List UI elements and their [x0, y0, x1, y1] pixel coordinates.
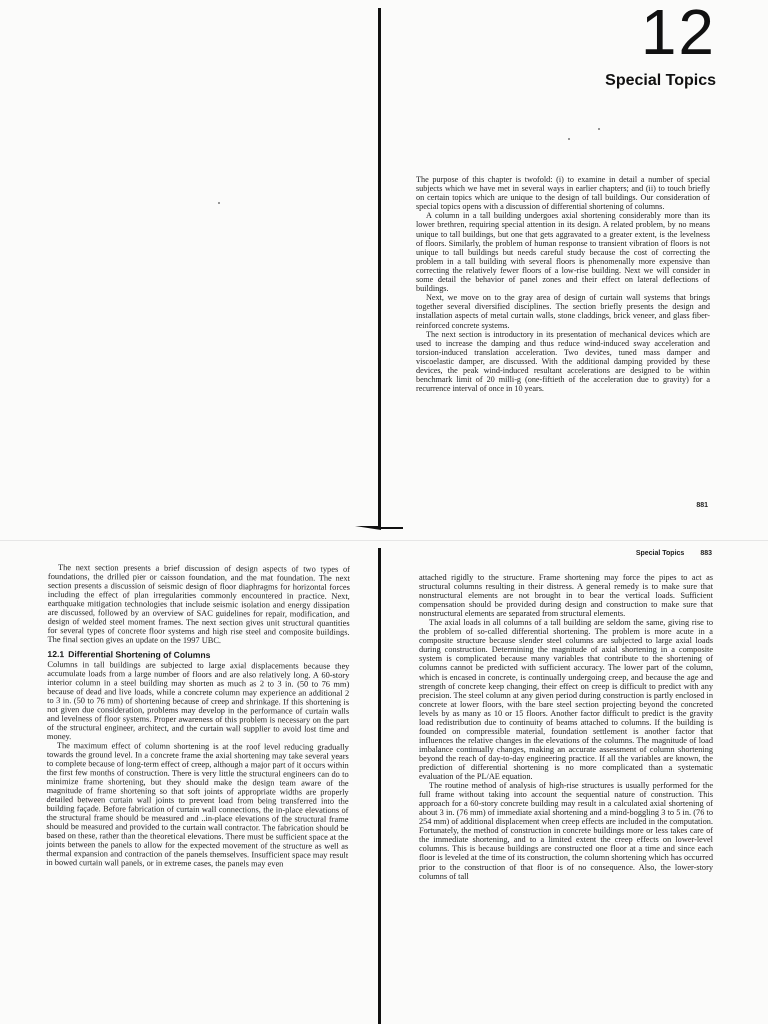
body-paragraph: attached rigidly to the structure. Frame shortening may force the pipes to act as structural columns resulting in their distress. A general remedy is to make sure that nonstructural elements are not brought in to bear the vertical loads. Sufficient compensation should be provided during design and construction to make sure that nonstructural elements are separated from structural elements.	[419, 573, 713, 619]
running-head-page: 883	[700, 550, 712, 557]
intro-paragraph: Next, we move on to the gray area of design of curtain wall systems that brings together several diversified disciplines. The section briefly presents the design and installation aspects of metal curtain walls, stone claddings, brick veneer, and glass fiber-reinforced concrete systems.	[416, 293, 710, 330]
scan-speck	[568, 138, 570, 140]
scan-speck	[218, 202, 220, 204]
left-page-column	[46, 563, 350, 869]
running-head	[636, 550, 712, 557]
gutter-marker-right	[381, 527, 403, 529]
intro-paragraph: A column in a tall building undergoes axial shortening considerably more than its lower brethren, requiring special attention in its design. A related problem, by no means unique to tall buildings, but one that gets aggravated to a greater extent, is the levelness of floors. Similarly, the problem of human response to transient vibration of floors is not unique to tall buildings but needs careful study because the cost of correcting the problem in a tall building with several floors is phenomenally more expensive than correcting the relatively fewer floors of a low-rise building. Next we will consider in some detail the behavior of panel zones and their effect on lateral deflections of buildings.	[416, 211, 710, 294]
page-divider	[0, 540, 768, 541]
intro-paragraph: The next section is introductory in its presentation of mechanical devices which are used to increase the damping and thus reduce wind-induced sway acceleration and torsion-induced translation acceleration. Two devices, tuned mass damper and viscoelastic damper, are discussed. With the additional damping provided by these devices, the peak wind-induced resultant accelerations are designed to be within benchmark limit of 20 milli-g (one-fiftieth of the acceleration due to gravity) for a recurrence interval of once in 10 years.	[416, 329, 710, 394]
section-number: 12.1	[47, 648, 65, 660]
lead-paragraph: The next section presents a brief discussion of design aspects of two types of foundations, the drilled pier or caisson foundation, and the mat foundation. The next section presents a discussion of seismic design of floor diaphragms for horizontal forces including the effect of plan irregularities commonly encountered in practice. Next, earthquake mitigation technologies that include seismic isolation and energy dissipation are discussed, followed by an overview of SAC guidelines for repair, modification, and design of welded steel moment frames. The next section gives unit structural quantities for several types of concrete floor systems and high rise steel and composite buildings. The final section gives an update on the 1997 UBC.	[47, 563, 350, 646]
scan-speck	[598, 128, 600, 130]
binding-gutter-top	[378, 8, 381, 528]
body-paragraph: The routine method of analysis of high-rise structures is usually performed for the full frame without taking into account the sequential nature of construction. This approach for a 60-story concrete building may result in a calculated axial shortening of about 3 in. (76 mm) of immediate axial shortening and a mind-boggling 3 to 5 in. (76 to 254 mm) of additional displacement when creep effects are included in the computation. Fortunately, the method of construction in concrete buildings more or less takes care of the immediate shortening, and to a limited extent the creep effects on lower-level columns. This is because buildings are constructed one floor at a time and since each floor is leveled at the time of its construction, the column shortening which has occurred prior to the construction of that floor is of no consequence. Also, the lower-story columns of tall	[419, 781, 713, 881]
section-heading	[47, 650, 349, 661]
intro-paragraph: The purpose of this chapter is twofold: (i) to examine in detail a number of special subjects which we have met in several ways in earlier chapters; and (ii) to touch briefly on certain topics which are unique to the design of tall buildings. Our consideration of special topics opens with a discussion of differential shortening of columns.	[416, 175, 710, 212]
binding-gutter-bottom	[378, 548, 381, 1024]
chapter-title: Special Topics	[605, 72, 716, 89]
section-title: Differential Shortening of Columns	[68, 649, 211, 660]
body-paragraph: The maximum effect of column shortening is at the roof level reducing gradually towards the ground level. In a concrete frame the axial shortening may take several years to complete because of long-term effect of creep, although a major part of it occurs within the first few months of construction. There is very little the structural engineers can do to minimize frame shortening, but they should make the design team aware of the magnitude of frame shortening so that soft joints of appropriate widths are properly detailed between curtain wall joints to prevent load from being transferred into the building façade. Before fabrication of curtain wall connections, the in-place elevations of the structural frame should be measured and ..in-place elevations of the structural frame should be measured and provided to the curtain wall contractor. The fabrication should be based on these, rather than the theoretical elevations. There must be sufficient space at the joints between the panels to allow for the expected movement of the structure as well as thermal expansion and contraction of the panels themselves. Insufficient space may result in bowed curtain wall panels, or in extreme cases, the panels may even	[46, 741, 349, 869]
page-number: 881	[696, 502, 708, 509]
right-page-column	[419, 573, 713, 881]
intro-text	[416, 175, 710, 393]
running-head-title: Special Topics	[635, 550, 685, 557]
body-paragraph: Columns in tall buildings are subjected to large axial displacements because they accumulate loads from a large number of floors and are also relatively long. A 60-story interior column in a steel building may shorten as much as 2 to 3 in. (50 to 76 mm) because of dead and live loads, while a concrete column may experience an additional 2 to 3 in. (50 to 76 mm) of shortening because of creep and shrinkage. If this shortening is not given due consideration, problems may develop in the performance of curtain walls and levelness of floor systems. Proper awareness of this problem is necessary on the part of the structural engineer, architect, and the curtain wall supplier to avoid lost time and money.	[46, 659, 350, 742]
chapter-number: 12	[640, 0, 716, 68]
gutter-marker-left	[355, 526, 381, 530]
body-paragraph: The axial loads in all columns of a tall building are seldom the same, giving rise to the problem of so-called differential shortening. The problem is more acute in a composite structure because slender steel columns are subjected to large axial loads during construction. Determining the magnitude of axial shortening in a composite system is complicated because many variables that contribute to the shortening of columns cannot be predicted with sufficient accuracy. The lower part of the column, which is encased in concrete, is continually undergoing creep, and because the age and strength of concrete keep changing, their effect on creep is difficult to predict with any precision. The steel column at any given period during construction is partly enclosed in concrete at lower floors, with the bare steel section projecting beyond the concreted levels by as many as 10 or 15 floors. Another factor difficult to predict is the gravity load redistribution due to continuity of beams attached to columns. If the building is founded on compressible material, foundation settlement is another factor that influences the relative changes in the elevations of the columns. The magnitude of load imbalance continually changes, making an accurate assessment of column shortening beyond the reach of day-to-day engineering practice. If all the variables are known, the prediction of differential shortening is no more complicated than a systematic evaluation of the PL/AE equation.	[419, 618, 713, 782]
